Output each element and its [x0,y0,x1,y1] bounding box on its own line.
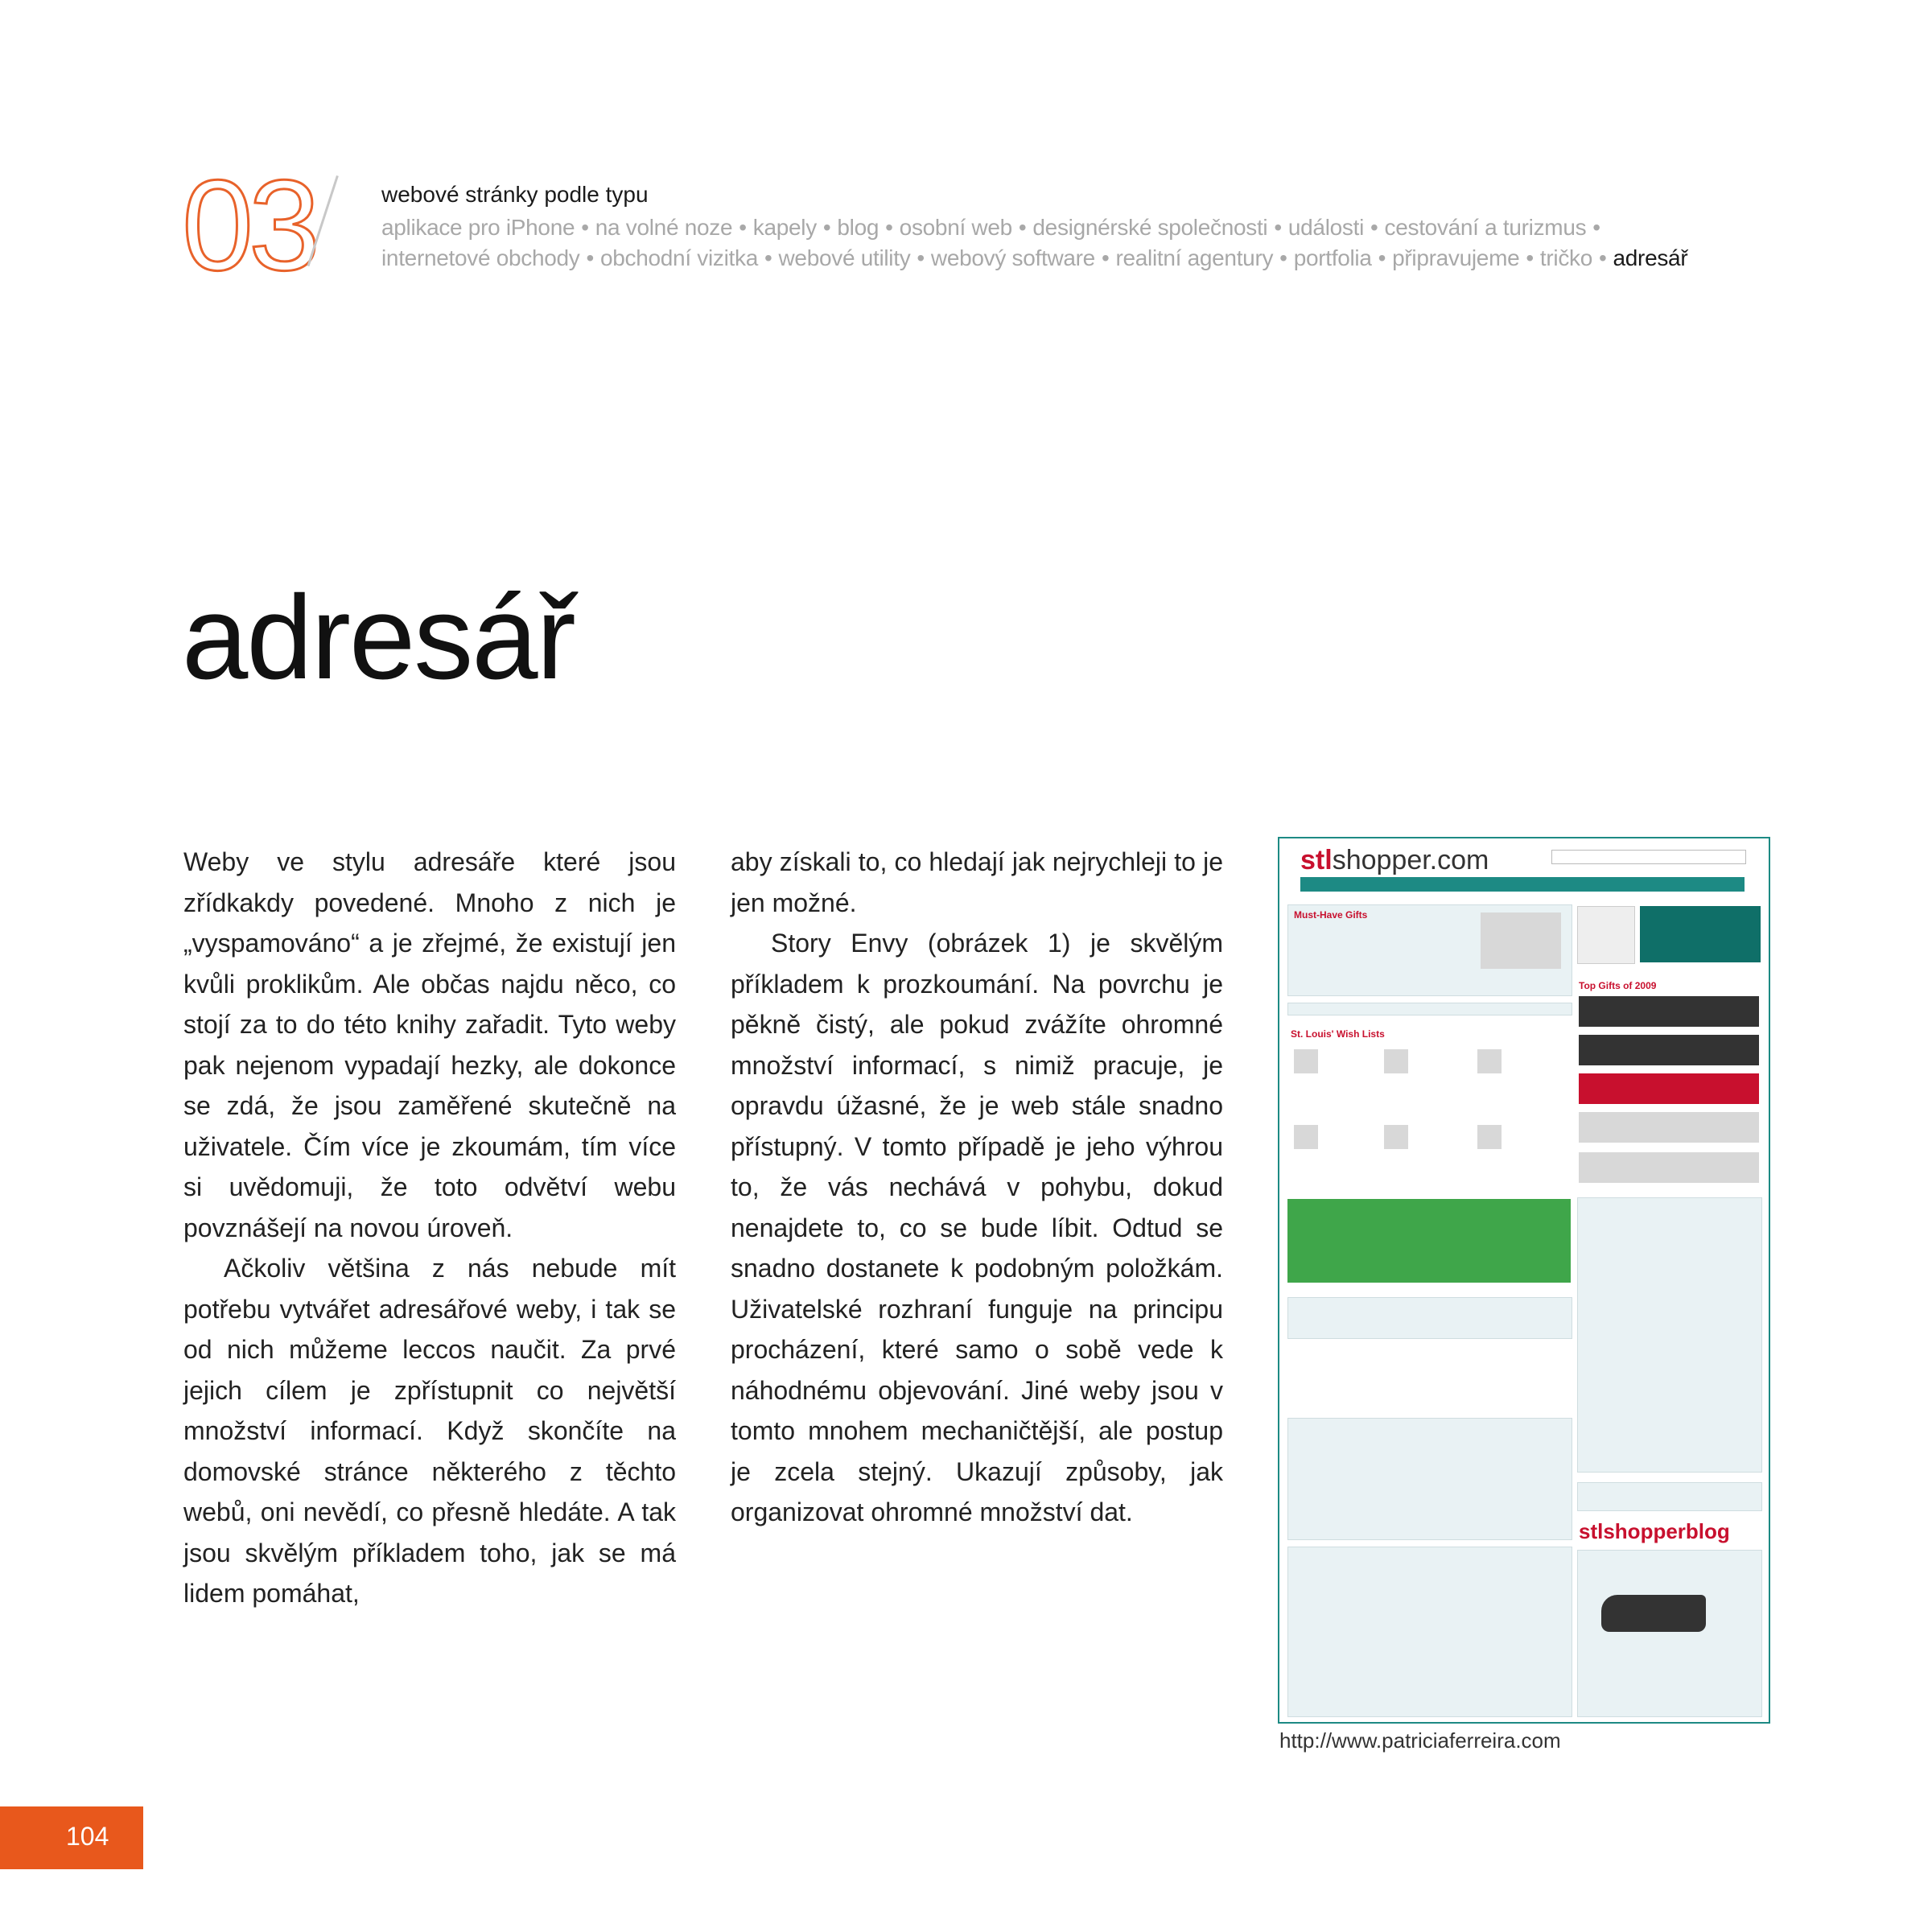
topic-item: cestování a turizmus [1384,215,1587,240]
promo-tabs [1287,1003,1572,1015]
topic-item: události [1287,215,1364,240]
topic-separator: • [1274,215,1282,240]
topic-item: obchodní vizitka [600,245,758,270]
topic-separator: • [917,245,925,270]
topic-item: aplikace pro iPhone [381,215,575,240]
gift-item [1579,1035,1759,1065]
figure-caption-url: http://www.patriciaferreira.com [1279,1728,1561,1753]
avatar [1384,1125,1408,1149]
website-screenshot-figure [1278,837,1770,1724]
topic-separator: • [1279,245,1287,270]
gift-item [1579,1073,1759,1104]
topic-item: tričko [1539,245,1592,270]
topics-list [381,212,1749,274]
topic-separator: • [1101,245,1110,270]
shop-now-ad [1640,906,1761,962]
topic-separator: • [739,215,747,240]
top-gifts-title: Top Gifts of 2009 [1579,980,1657,991]
gift-item [1579,996,1759,1027]
paragraph: Ačkoliv většina z nás nebude mít potřebu vytvářet adresářové weby, i tak se od nich můžeme leccos naučit. Za prvé jejich cílem je zpřístupnit co největší množství informací. Když skončíte na domovské stránce některého z těchto webů, oni nevědí, co přesně hledáte. A tak jsou skvělým příkladem toho, jak se má lidem pomáhat, [183,1254,676,1608]
site-search-box [1551,850,1746,864]
text-column-2 [731,842,1223,1533]
gift-item [1579,1112,1759,1143]
blog-logo: stlshopperblog [1579,1519,1730,1543]
topic-separator: • [581,215,589,240]
avatar [1294,1125,1318,1149]
topic-separator: • [1378,245,1386,270]
featured-merchant [1577,1482,1762,1511]
topic-separator: • [764,245,772,270]
shop-by-brand [1287,1297,1572,1339]
comments-box [1287,1418,1572,1540]
site-nav-bar [1300,877,1745,892]
shopping-categories [1577,1197,1762,1473]
topic-separator: • [1599,245,1607,270]
topic-item: kapely [752,215,817,240]
paragraph: aby získali to, co hledají jak nejrychleji to je jen možné. [731,847,1223,917]
site-logo-part: shopper.com [1332,845,1489,875]
echo-comments [1287,1547,1572,1717]
topic-separator: • [1526,245,1534,270]
topic-separator: • [885,215,893,240]
shoe-image [1601,1595,1706,1632]
avatar [1477,1049,1502,1073]
gift-item [1579,1152,1759,1183]
topic-item: blog [837,215,879,240]
avatar [1477,1125,1502,1149]
topic-separator: • [822,215,831,240]
promo-image [1481,912,1561,969]
post-dispatch-banner [1287,1199,1571,1283]
page-heading: adresář [182,571,575,705]
topic-separator: • [1592,215,1600,240]
watch-ad [1577,906,1635,964]
topic-item: připravujeme [1392,245,1520,270]
topic-item: portfolia [1293,245,1372,270]
promo-title: Must-Have Gifts [1294,909,1368,921]
avatar [1384,1049,1408,1073]
wishlist-title: St. Louis' Wish Lists [1291,1028,1385,1040]
topic-separator: • [1018,215,1027,240]
topic-separator: • [1370,215,1378,240]
topic-separator: • [586,245,594,270]
topic-item: webové utility [778,245,911,270]
avatar [1294,1049,1318,1073]
site-logo [1300,845,1489,876]
topic-item: internetové obchody [381,245,580,270]
topic-item: designérské společnosti [1032,215,1268,240]
chapter-number: 03 [182,153,315,297]
paragraph: Story Envy (obrázek 1) je skvělým příkladem k prozkoumání. Na povrchu je pěkně čistý, ale pokud zvážíte ohromné množství informací, s nimiž pracuje, je opravdu úžasné, že je web stále snadno přístupný. V tomto případě je jeho výhrou to, že vás nechává v pohybu, dokud nenajdete to, co se bude líbit. Odtud se snadno dostanete k podobným položkám. Uživatelské rozhraní funguje na principu procházení, které samo o sobě vede k náhodnému objevování. Jiné weby jsou v tomto mnohem mechaničtější, ale postup je zcela stejný. Ukazují způsoby, jak organizovat ohromné množství dat. [731,929,1223,1526]
topic-item: osobní web [899,215,1012,240]
topic-current: adresář [1613,245,1688,270]
topic-item: webový software [930,245,1095,270]
chapter-title: webové stránky podle typu [381,182,649,207]
text-column-1 [183,842,676,1614]
topic-item: na volné noze [595,215,733,240]
paragraph: Weby ve stylu adresáře které jsou zřídkakdy povedené. Mnoho z nich je „vyspamováno“ a je zřejmé, že existují jen kvůli proklikům. Ale občas najdu něco, co stojí za to do této knihy zařadit. Tyto weby pak nejenom vypadají hezky, ale dokonce se zdá, že jsou zaměřené skutečně na uživatele. Čím více je zkoumám, tím více si uvědomuji, že toto odvětví webu povznášejí na novou úroveň. [183,847,676,1242]
topic-item: realitní agentury [1115,245,1274,270]
blog-post-box [1577,1550,1762,1717]
site-logo-part: stl [1300,845,1333,875]
page-number: 104 [66,1822,109,1851]
